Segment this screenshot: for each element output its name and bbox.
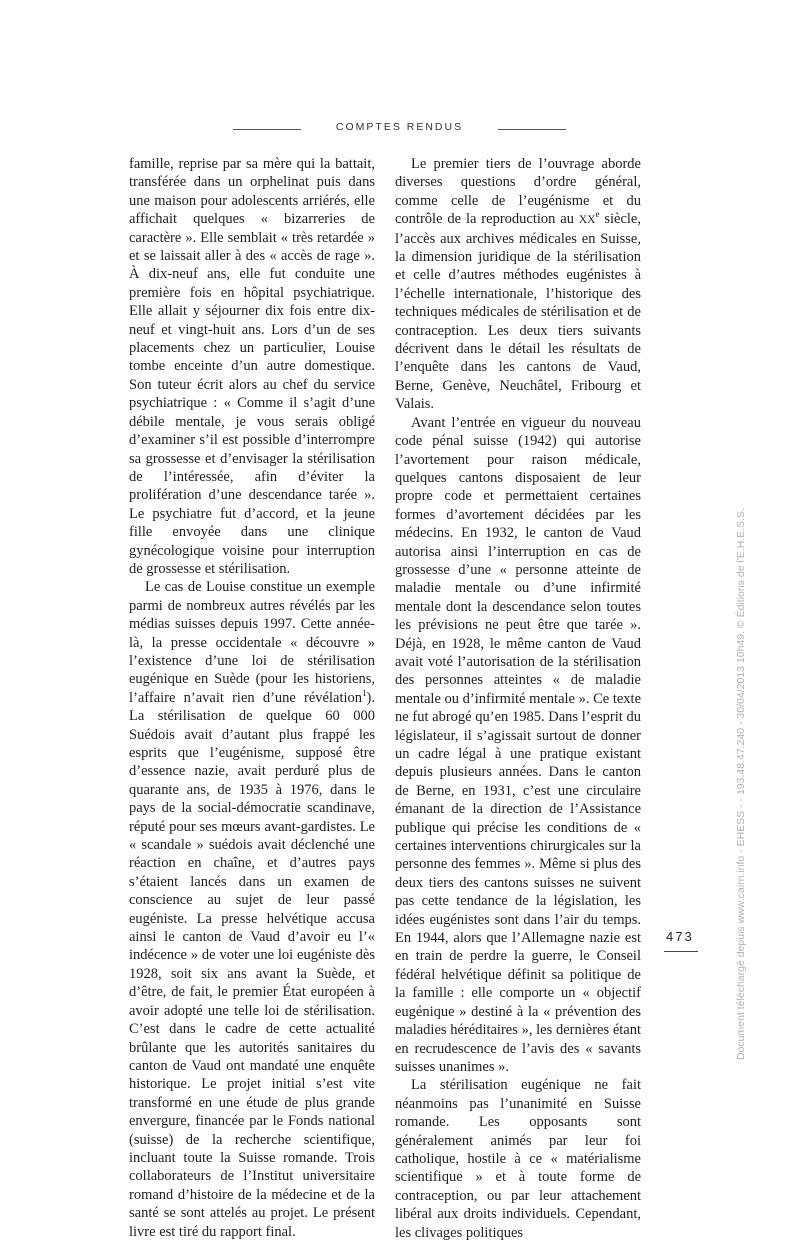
- right-paragraph-2: Avant l’entrée en vigueur du nouveau code pénal suisse (1942) qui autorise l’avortement pour raison médicale, quelques cantons disposaient de leur propre code et permettaient certaines formes d’avortement décidées par les médecins. En 1932, le canton de Vaud autorisa ainsi l’interruption en cas de grossesse d’une « personne atteinte de maladie mentale ou d’une infirmité mentale dont la descendance selon toutes les prévisions ne peut être que tarée ». Déjà, en 1928, le même canton de Vaud avait voté l’autorisation de la stérilisation des personnes atteintes « de maladie mentale ou d’infirmité mentale ». Ce texte ne fut abrogé qu’en 1985. Dans l’esprit du législateur, il s’agissait surtout de donner un cadre légal à une pratique existant depuis plusieurs années. Dans le canton de Berne, en 1931, c’est une circulaire émanant de la direction de l’Assistance publique qui précise les conditions de « certaines interventions chirurgicales sur la personne des femmes ». Même si plus des deux tiers des cantons suisses ne suivent pas cette tendance de la législation, les idées eugénistes sont dans l’air du temps. En 1944, alors que l’Allemagne nazie est en train de perdre la guerre, le Conseil fédéral helvétique définit sa politique de la famille : elle comporte un « objectif eugénique » destiné à la « prévention des maladies héréditaires », les dernières étant en recrudescence de l’avis des « savants suisses unanimes ».: [395, 414, 642, 1075]
- right-paragraph-3: La stérilisation eugénique ne fait néanmoins pas l’unanimité en Suisse romande. Les opposants sont généralement animés par leur foi catholique, hostile à ce « matérialisme scientifique » et à toute forme de contraception, ou par leur attachement libéral aux droits individuels. Cependant, les clivages politiques: [395, 1077, 641, 1241]
- running-header-title: COMPTES RENDUS: [335, 121, 464, 133]
- century-numeral: XX: [578, 214, 596, 227]
- page-number: 473: [666, 929, 694, 944]
- running-header: [0, 121, 800, 137]
- right-text-column: [395, 155, 641, 1242]
- watermark-text: Document téléchargé depuis www.cairn.info - EHESS - - 193.48.47.240 - 30/04/2013 10h49. © Éditions de l'E.H.E.S.S.: [735, 508, 747, 1060]
- left-paragraph-2-text-b: ). La stérilisation de quelque 60 000 Suédois avait d’autant plus frappé les esprits que l’eugénisme, supposé être d’essence nazie, avait perduré plus de quarante ans, de 1935 à 1976, dans le pays de la social-démocratie scandinave, réputé pour ses mœurs avant-gardistes. Le « scandale » suédois avait déclenché une réaction en chaîne, et d’autres pays s’étaient lancés dans un examen de conscience au sujet de leur passé eugéniste. La presse helvétique accusa ainsi le canton de Vaud d’avoir eu l’« indécence » de voter une loi eugéniste dès 1928, soit six ans avant la Suède, et d’être, de fait, le premier État européen à avoir adopté une telle loi de stérilisation. C’est dans le cadre de cette actualité brûlante que les autorités sanitaires du canton de Vaud ont mandaté une enquête historique. Le projet initial s’est vite transformé en une étude de plus grande envergure, financée par le Fonds national (suisse) de la recherche scientifique, incluant toute la Suisse romande. Trois collaborateurs de l’Institut universitaire romand d’histoire de la médecine et de la santé se sont attelés au projet. Le présent livre est tiré du rapport final.: [129, 689, 375, 1240]
- left-paragraph-2-text-a: Le cas de Louise constitue un exemple parmi de nombreux autres révélés par les médias suisses depuis 1997. Cette année-là, la presse occidentale « découvre » l’existence d’une loi de stérilisation eugénique en Suède (pour les historiens, l’affaire n’avait rien d’une révélation: [129, 579, 375, 706]
- footnote-ref-1[interactable]: 1: [362, 687, 367, 698]
- right-paragraph-1-text-a: Le premier tiers de l’ouvrage aborde diverses questions d’ordre général, comme celle de l’eugénisme et du contrôle de la reproduction au: [395, 156, 641, 228]
- century-superscript: e: [595, 209, 600, 220]
- header-rule-left: [233, 129, 301, 130]
- header-rule-right: [498, 129, 566, 130]
- left-paragraph-2: [129, 578, 375, 1241]
- right-paragraph-1: [395, 155, 641, 414]
- right-paragraph-1-text-b: siècle, l’accès aux archives médicales en Suisse, la dimension juridique de la stérilisation et celle d’autres méthodes eugénistes à l’échelle internationale, l’historique des techniques médicales de stérilisation et de contraception. Les deux tiers suivants décrivent dans le détail les résultats de l’enquête dans les cantons de Vaud, Berne, Genève, Neuchâtel, Fribourg et Valais.: [395, 211, 641, 413]
- left-paragraph-1: famille, reprise par sa mère qui la battait, transférée dans un orphelinat puis dans une maison pour adolescents arriérés, elle affichait quelques « bizarreries de caractère ». Elle semblait « très retardée » et se laissait aller à des « accès de rage ». À dix-neuf ans, elle fut conduite une première fois en hôpital psychiatrique. Elle allait y séjourner dix fois entre dix-neuf et vingt-huit ans. Lors d’un de ses placements chez un particulier, Louise tombe enceinte d’un autre domestique. Son tuteur écrit alors au chef du service psychiatrique : « Comme il s’agit d’une débile mentale, je vous serais obligé d’examiner s’il est possible d’interrompre sa grossesse et d’envisager la stérilisation de l’intéressée, afin d’éviter la prolifération d’une descendance tarée ». Le psychiatre fut d’accord, et la jeune fille envoyée dans une clinique gynécologique voisine pour interruption de grossesse et stérilisation.: [129, 156, 375, 577]
- left-text-column: [129, 155, 375, 1241]
- page-number-rule: [664, 951, 698, 952]
